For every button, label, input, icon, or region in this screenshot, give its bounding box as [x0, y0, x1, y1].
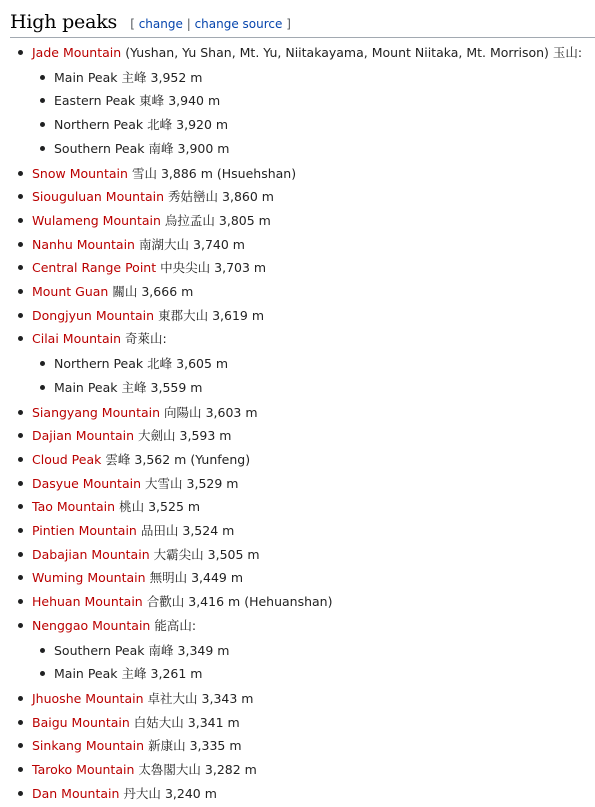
bullet-icon [18, 528, 23, 533]
bullet-icon [18, 433, 23, 438]
peak-chinese-name: 大霸尖山 [153, 546, 204, 562]
peak-height: 3,886 m [160, 165, 213, 181]
peak-list-item [18, 163, 296, 185]
peak-chinese-name: 中央尖山 [160, 260, 211, 276]
peak-list-item [18, 402, 258, 424]
bullet-icon [18, 265, 23, 270]
peak-list-item [18, 615, 196, 637]
edit-bracket-close: ] [286, 17, 291, 31]
sub-peak-label: Northern Peak [54, 356, 144, 372]
peak-chinese-name: 雪山 [131, 165, 157, 181]
edit-bracket-open: [ [130, 17, 135, 31]
peak-height: 3,529 m [186, 475, 239, 491]
peak-list-item [18, 305, 264, 327]
peak-name-link[interactable]: Taroko Mountain [32, 762, 135, 777]
peak-name-link[interactable]: Dajian Mountain [32, 428, 135, 444]
peak-name-link[interactable]: Siouguluan Mountain [32, 189, 165, 205]
peak-name-link[interactable]: Nenggao Mountain [32, 617, 151, 633]
bullet-icon [18, 194, 23, 199]
peak-chinese-name: 白姑大山 [133, 714, 184, 730]
bullet-icon [18, 457, 23, 462]
bullet-icon [18, 481, 23, 486]
sub-peak-height: 3,349 m [177, 642, 230, 658]
peak-chinese-name: 合歡山 [146, 594, 185, 610]
sub-peak-height: 3,261 m [150, 666, 203, 682]
sub-peak-chinese-name: 南峰 [148, 140, 174, 156]
peak-list-item [18, 449, 250, 471]
edit-section-links [130, 17, 291, 31]
peak-name-link[interactable]: Siangyang Mountain [32, 404, 161, 420]
change-source-link[interactable]: change source [194, 17, 283, 31]
peak-chinese-name: 關山 [112, 284, 138, 299]
peak-height: 3,666 m [141, 284, 194, 299]
sub-peak-height: 3,900 m [177, 140, 230, 156]
peak-height: 3,449 m [191, 570, 244, 586]
peak-height: 3,505 m [207, 546, 260, 562]
bullet-icon [18, 289, 23, 294]
bullet-icon [18, 575, 23, 580]
bullet-icon [18, 336, 23, 341]
sub-peak-label: Main Peak [54, 69, 118, 85]
sub-peak-label: Southern Peak [54, 140, 145, 156]
sub-peak-chinese-name: 東峰 [139, 93, 165, 109]
peak-list-item [18, 496, 200, 518]
bullet-icon [18, 696, 23, 701]
peak-name-link[interactable]: Pintien Mountain [32, 523, 137, 538]
peak-name-link[interactable]: Sinkang Mountain [32, 738, 145, 754]
peak-height: 3,860 m [222, 189, 274, 205]
sub-peak-list-item [40, 640, 229, 662]
bullet-icon [40, 648, 45, 653]
peak-height: 3,335 m [189, 738, 242, 754]
peak-height: 3,740 m [193, 236, 245, 252]
peak-height: 3,416 m [188, 594, 241, 610]
sub-peak-height: 3,605 m [176, 356, 229, 372]
sub-peak-list-item [40, 67, 202, 89]
peak-height: 3,593 m [179, 428, 232, 444]
peak-name-link[interactable]: Jhuoshe Mountain [32, 690, 144, 706]
sub-peak-label: Southern Peak [54, 642, 145, 658]
peak-list-item [18, 567, 243, 589]
sub-peak-list-item [40, 90, 220, 112]
peak-height: 3,619 m [212, 307, 265, 323]
edit-separator: | [186, 17, 191, 31]
peak-list-item [18, 712, 240, 734]
peak-name-link[interactable]: Central Range Point [32, 260, 157, 276]
peak-name-link[interactable]: Dongjyun Mountain [32, 307, 155, 323]
peak-height: 3,341 m [187, 714, 240, 730]
bullet-icon [40, 122, 45, 127]
peak-chinese-name: 卓社大山 [147, 690, 198, 706]
sub-peak-height: 3,952 m [150, 69, 203, 85]
sub-peak-height: 3,940 m [168, 93, 221, 109]
peak-name-link[interactable]: Wulameng Mountain [32, 212, 161, 228]
peak-list-item [18, 328, 167, 350]
peak-list-item [18, 591, 332, 613]
bullet-icon [18, 218, 23, 223]
peak-height: 3,603 m [205, 404, 258, 420]
bullet-icon [40, 671, 45, 676]
peak-name-link[interactable]: Baigu Mountain [32, 714, 130, 730]
bullet-icon [40, 146, 45, 151]
sub-peak-list-item [40, 663, 202, 685]
peak-height: 3,343 m [201, 690, 254, 706]
bullet-icon [18, 410, 23, 415]
sub-peak-list-item [40, 138, 229, 160]
peak-alt-name: (Hehuanshan) [244, 594, 333, 610]
peak-name-link[interactable]: Dan Mountain [32, 785, 120, 801]
bullet-icon [18, 743, 23, 748]
list-colon: : [191, 617, 197, 633]
sub-peak-chinese-name: 南峰 [148, 642, 174, 658]
peak-alt-name: (Yunfeng) [190, 451, 251, 467]
peak-name-link[interactable]: Cilai Mountain [32, 331, 122, 347]
list-colon: : [162, 331, 167, 347]
peak-chinese-name: 無明山 [149, 570, 188, 586]
peak-name-link[interactable]: Nanhu Mountain [32, 236, 135, 252]
peak-height: 3,525 m [148, 499, 201, 515]
bullet-icon [40, 385, 45, 390]
peak-name-link[interactable]: Mount Guan [32, 284, 109, 299]
bullet-icon [18, 242, 23, 247]
sub-peak-label: Main Peak [54, 666, 118, 682]
peak-chinese-name: 品田山 [140, 523, 179, 538]
peak-alt-name: (Hsuehshan) [216, 165, 297, 181]
peak-list-item [18, 759, 257, 781]
bullet-icon [18, 623, 23, 628]
peak-height: 3,703 m [214, 260, 267, 276]
bullet-icon [18, 171, 23, 176]
peak-list-item [18, 735, 242, 757]
peak-name-link[interactable]: Hehuan Mountain [32, 594, 143, 610]
bullet-icon [18, 504, 23, 509]
sub-peak-chinese-name: 主峰 [121, 666, 147, 682]
sub-peak-list-item [40, 377, 202, 399]
peak-chinese-name: 大劍山 [138, 428, 176, 444]
peak-chinese-name: 太魯閣大山 [138, 762, 201, 777]
sub-peak-chinese-name: 主峰 [121, 69, 147, 85]
peak-chinese-name: 南湖大山 [139, 236, 190, 252]
peak-name-link[interactable]: Dasyue Mountain [32, 475, 142, 491]
bullet-icon [18, 720, 23, 725]
peak-name-link[interactable]: Jade Mountain [32, 45, 122, 60]
peak-name-link[interactable]: Wuming Mountain [32, 570, 146, 586]
peak-chinese-name: 東郡大山 [158, 307, 209, 323]
sub-peak-label: Northern Peak [54, 117, 144, 133]
bullet-icon [18, 552, 23, 557]
peak-list-item [18, 520, 234, 542]
peak-name-link[interactable]: Snow Mountain [32, 165, 128, 181]
peak-chinese-name: 能高山 [154, 617, 192, 633]
section-title: High peaks [10, 11, 118, 33]
list-colon: : [577, 45, 583, 60]
peak-chinese-name: 大雪山 [145, 475, 183, 491]
peak-list-item [18, 544, 260, 566]
bullet-icon [40, 75, 45, 80]
peak-chinese-name: 玉山 [552, 45, 578, 60]
peak-height: 3,805 m [218, 212, 271, 228]
peak-height: 3,240 m [164, 785, 217, 801]
peak-chinese-name: 桃山 [119, 499, 145, 515]
bullet-icon [18, 599, 23, 604]
peak-list-item [18, 783, 217, 805]
sub-peak-chinese-name: 北峰 [147, 356, 173, 372]
peak-list-item [18, 234, 245, 256]
peak-chinese-name: 雲峰 [105, 451, 131, 467]
sub-peak-chinese-name: 北峰 [147, 117, 173, 133]
change-link[interactable]: change [138, 17, 183, 31]
sub-peak-height: 3,559 m [150, 379, 203, 395]
peak-chinese-name: 丹大山 [123, 785, 161, 801]
peak-height: 3,524 m [182, 523, 235, 538]
bullet-icon [40, 98, 45, 103]
peak-list-item [18, 257, 266, 279]
peak-list-item [18, 688, 253, 710]
peak-height: 3,282 m [204, 762, 257, 777]
peak-list-item [18, 42, 582, 64]
peak-alt-names: (Yushan, Yu Shan, Mt. Yu, Niitakayama, Mount Niitaka, Mt. Morrison) [125, 45, 549, 60]
sub-peak-label: Eastern Peak [54, 93, 136, 109]
peak-height: 3,562 m [134, 451, 187, 467]
bullet-icon [18, 50, 23, 55]
sub-peak-label: Main Peak [54, 379, 118, 395]
section-heading [10, 8, 595, 38]
sub-peak-chinese-name: 主峰 [121, 379, 147, 395]
peak-chinese-name: 奇萊山 [125, 331, 163, 347]
peak-chinese-name: 秀姑巒山 [168, 189, 219, 205]
peak-list-item [18, 473, 238, 495]
peak-list-item [18, 425, 231, 447]
peak-chinese-name: 烏拉孟山 [164, 212, 215, 228]
peak-name-link[interactable]: Dabajian Mountain [32, 546, 150, 562]
peak-chinese-name: 新康山 [148, 738, 186, 754]
bullet-icon [40, 361, 45, 366]
sub-peak-list-item [40, 353, 228, 375]
peak-name-link[interactable]: Tao Mountain [32, 499, 116, 515]
sub-peak-list-item [40, 114, 228, 136]
bullet-icon [18, 313, 23, 318]
peak-name-link[interactable]: Cloud Peak [32, 451, 102, 467]
bullet-icon [18, 791, 23, 796]
peak-list-item [18, 186, 274, 208]
peak-list-item [18, 210, 271, 232]
sub-peak-height: 3,920 m [176, 117, 229, 133]
peak-chinese-name: 向陽山 [164, 404, 202, 420]
peak-list-item [18, 281, 193, 303]
bullet-icon [18, 767, 23, 772]
